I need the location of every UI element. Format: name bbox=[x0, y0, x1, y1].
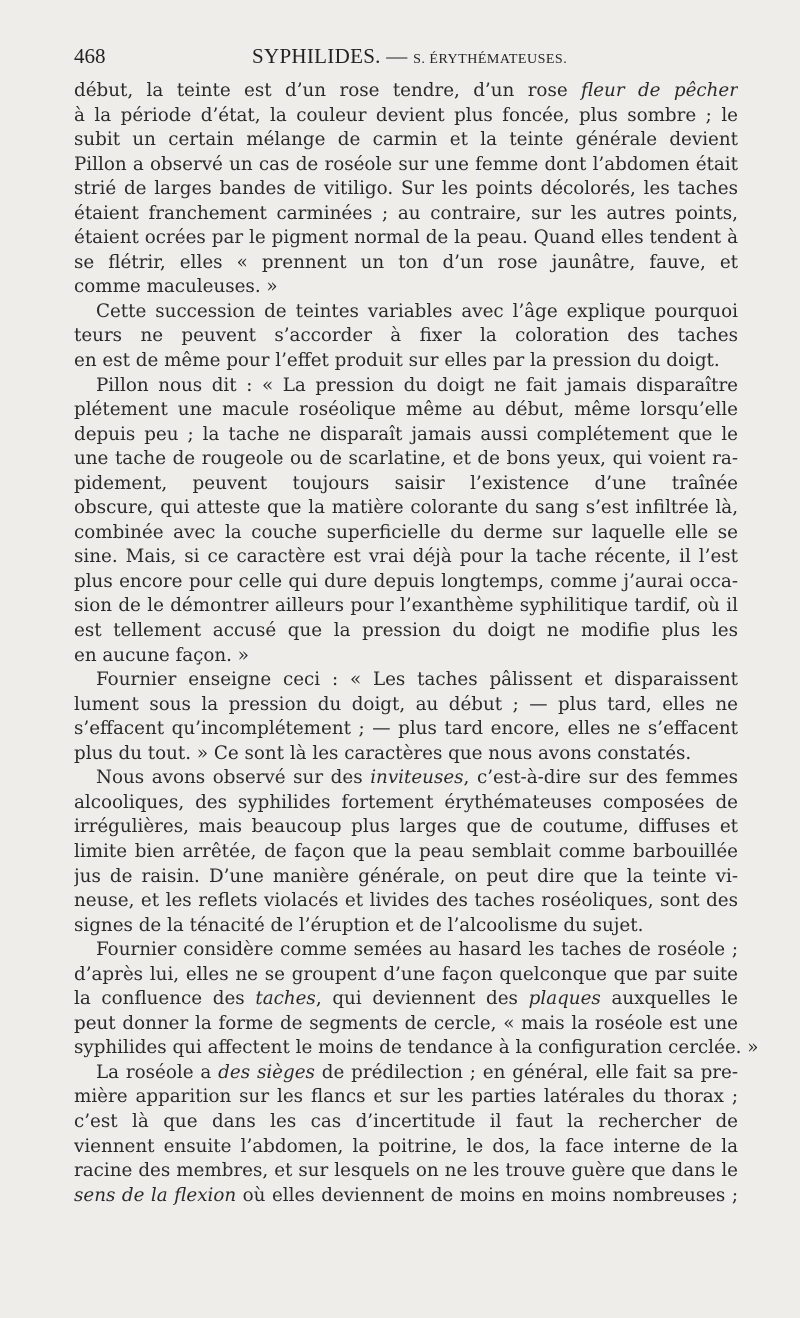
text-line bbox=[74, 594, 738, 619]
text-segment: Pillon nous dit : « La pression du doigt ne fait jamais disparaître bbox=[96, 374, 738, 396]
text-segment: la confluence des bbox=[74, 988, 256, 1010]
text-segment: en est de même pour l’effet produit sur elles par la pression du doigt. bbox=[74, 350, 720, 372]
text-segment: subit un certain mélange de carmin et la teinte générale devient bbox=[74, 129, 738, 151]
text-segment: Nous avons observé sur des bbox=[96, 767, 371, 789]
text-segment: plétement une macule roséolique même au début, même lorsqu’elle bbox=[74, 399, 738, 421]
text-line bbox=[74, 889, 738, 914]
text-line bbox=[74, 766, 738, 791]
text-line bbox=[74, 202, 738, 227]
text-line bbox=[74, 668, 738, 693]
text-line bbox=[74, 324, 738, 349]
text-line bbox=[74, 1110, 738, 1135]
text-segment: Cette succession de teintes variables avec l’âge explique pourquoi bbox=[96, 300, 738, 322]
text-segment: strié de larges bandes de vitiligo. Sur les points décolorés, les taches bbox=[74, 178, 738, 200]
text-segment: La roséole a bbox=[96, 1061, 219, 1083]
text-line bbox=[74, 619, 738, 644]
text-segment: de prédilection ; en général, elle fait sa pre- bbox=[314, 1061, 738, 1083]
paragraph bbox=[74, 938, 759, 1061]
text-segment: irrégulières, mais beaucoup plus larges que de coutume, diffuses et bbox=[74, 816, 738, 838]
paragraph bbox=[74, 374, 738, 669]
text-segment: mière apparition sur les flancs et sur les parties latérales du thorax ; bbox=[74, 1086, 738, 1108]
text-line bbox=[74, 1085, 738, 1110]
text-segment: une tache de rougeole ou de scarlatine, et de bons yeux, qui voient ra- bbox=[74, 448, 738, 470]
text-segment: obscure, qui atteste que la matière colorante du sang s’est infiltrée là, bbox=[74, 497, 738, 519]
text-line bbox=[74, 717, 738, 742]
text-segment: signes de la ténacité de l’éruption et de l’alcoolisme du sujet. bbox=[74, 914, 644, 936]
text-line bbox=[74, 349, 738, 374]
text-segment: peut donner la forme de segments de cercle, « mais la roséole est une bbox=[74, 1012, 738, 1034]
text-line bbox=[74, 791, 738, 816]
paragraph bbox=[74, 668, 738, 766]
paragraph bbox=[74, 766, 738, 938]
text-line bbox=[74, 963, 738, 988]
italic-text: taches bbox=[255, 988, 316, 1010]
text-line bbox=[74, 251, 738, 276]
text-segment: en aucune façon. » bbox=[74, 644, 249, 666]
text-line bbox=[74, 865, 738, 890]
italic-text: plaques bbox=[528, 988, 601, 1010]
text-segment: Pillon a observé un cas de roséole sur une femme dont l’abdomen était bbox=[74, 153, 738, 175]
text-line bbox=[74, 1036, 759, 1061]
body-text bbox=[74, 79, 759, 1208]
text-segment: c’est là que dans les cas d’incertitude il faut la rechercher de bbox=[74, 1110, 738, 1132]
text-line bbox=[74, 1061, 738, 1086]
text-line bbox=[74, 914, 738, 939]
text-line bbox=[74, 815, 738, 840]
text-line bbox=[74, 496, 738, 521]
text-segment: étaient franchement carminées ; au contraire, sur les autres points, bbox=[74, 202, 738, 224]
text-line bbox=[74, 398, 738, 423]
text-segment: est tellement accusé que la pression du doigt ne modifie plus les bbox=[74, 620, 738, 642]
text-segment: à la période d’état, la couleur devient plus foncée, plus sombre ; le bbox=[74, 104, 738, 126]
text-line bbox=[74, 742, 738, 767]
text-segment: limite bien arrêtée, de façon que la peau semblait comme barbouillée bbox=[74, 840, 738, 862]
text-line bbox=[74, 521, 738, 546]
running-title-main: SYPHILIDES. — bbox=[252, 44, 414, 68]
italic-text: sens de la flexion bbox=[74, 1184, 237, 1206]
text-line bbox=[74, 1012, 738, 1037]
text-segment: jus de raisin. D’une manière générale, on peut dire que la teinte vi- bbox=[74, 865, 738, 887]
text-segment: d’après lui, elles ne se groupent d’une façon quelconque que par suite bbox=[74, 963, 738, 985]
text-line bbox=[74, 1184, 738, 1209]
text-line bbox=[74, 987, 738, 1012]
italic-text: des sièges bbox=[218, 1061, 315, 1083]
paragraph bbox=[74, 79, 738, 300]
text-segment: , qui deviennent des bbox=[315, 988, 529, 1010]
text-line bbox=[74, 472, 738, 497]
text-segment: plus encore pour celle qui dure depuis longtemps, comme j’aurai occa- bbox=[74, 570, 738, 592]
text-segment: neuse, et les reflets violacés et livides des taches roséoliques, sont des bbox=[74, 890, 738, 912]
text-segment: viennent ensuite l’abdomen, la poitrine, le dos, la face interne de la bbox=[74, 1135, 738, 1157]
text-segment: se flétrir, elles « prennent un ton d’un rose jaunâtre, fauve, et bbox=[74, 251, 738, 273]
text-line bbox=[74, 128, 738, 153]
text-line bbox=[74, 226, 738, 251]
text-segment: , c’est-à-dire sur des femmes bbox=[463, 767, 738, 789]
text-line bbox=[74, 104, 738, 129]
running-title bbox=[252, 44, 567, 69]
text-line bbox=[74, 1159, 738, 1184]
italic-text: inviteuses bbox=[370, 767, 464, 789]
text-segment: Fournier enseigne ceci : « Les taches pâlissent et disparaissent bbox=[96, 669, 738, 691]
text-segment: teurs ne peuvent s’accorder à fixer la coloration des taches bbox=[74, 325, 738, 347]
text-line bbox=[74, 938, 738, 963]
text-line bbox=[74, 423, 738, 448]
page-number: 468 bbox=[74, 44, 106, 68]
text-segment: auxquelles le bbox=[611, 988, 738, 1010]
text-line bbox=[74, 1135, 738, 1160]
text-line bbox=[74, 570, 738, 595]
italic-text: fleur de pêcher bbox=[581, 80, 738, 101]
text-segment: lument sous la pression du doigt, au début ; — plus tard, elles ne bbox=[74, 693, 738, 715]
paragraph bbox=[74, 1061, 738, 1208]
text-line bbox=[74, 447, 738, 472]
text-line bbox=[74, 545, 738, 570]
text-segment: depuis peu ; la tache ne disparaît jamais aussi complétement que le bbox=[74, 423, 738, 445]
text-segment: où elles deviennent de moins en moins nombreuses ; bbox=[236, 1184, 738, 1206]
text-line bbox=[74, 275, 738, 300]
text-line bbox=[74, 177, 738, 202]
text-segment: étaient ocrées par le pigment normal de la peau. Quand elles tendent à bbox=[74, 227, 738, 249]
text-line bbox=[74, 693, 738, 718]
text-line bbox=[74, 374, 738, 399]
text-segment: s’effacent qu’incomplétement ; — plus tard encore, elles ne s’effacent bbox=[74, 718, 738, 740]
text-segment: syphilides qui affectent le moins de tendance à la configuration cerclée. » bbox=[74, 1037, 759, 1059]
text-line bbox=[74, 644, 738, 669]
text-segment: Fournier considère comme semées au hasard les taches de roséole ; bbox=[96, 939, 738, 961]
paragraph bbox=[74, 300, 738, 374]
text-segment: alcooliques, des syphilides fortement érythémateuses composées de bbox=[74, 791, 738, 813]
text-segment: sine. Mais, si ce caractère est vrai déjà pour la tache récente, il l’est bbox=[74, 546, 738, 568]
text-segment: plus du tout. » Ce sont là les caractères que nous avons constatés. bbox=[74, 742, 692, 764]
text-segment: pidement, peuvent toujours saisir l’existence d’une traînée bbox=[74, 472, 738, 494]
text-line bbox=[74, 79, 738, 104]
text-segment: début, la teinte est d’un rose tendre, d’un rose bbox=[74, 80, 582, 101]
text-segment: comme maculeuses. » bbox=[74, 276, 278, 298]
text-segment: sion de le démontrer ailleurs pour l’exanthème syphilitique tardif, où il bbox=[74, 595, 738, 617]
running-header bbox=[74, 40, 738, 70]
text-line bbox=[74, 840, 738, 865]
text-line bbox=[74, 300, 738, 325]
text-line bbox=[74, 153, 738, 178]
running-title-sub: S. ÉRYTHÉMATEUSES. bbox=[413, 52, 568, 67]
text-segment: combinée avec la couche superficielle du derme sur laquelle elle se bbox=[74, 521, 738, 543]
text-segment: racine des membres, et sur lesquels on ne les trouve guère que dans le bbox=[74, 1160, 738, 1182]
